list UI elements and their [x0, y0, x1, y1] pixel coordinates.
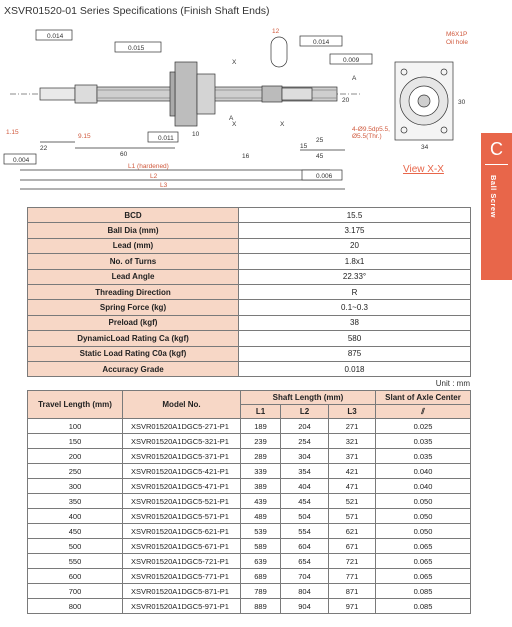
- engineering-drawing: [0, 22, 480, 197]
- cell-slant: 0.085: [376, 584, 471, 599]
- cell-l2: 254: [281, 434, 329, 449]
- cell-l1: 189: [241, 419, 281, 434]
- spec-row: [28, 238, 471, 253]
- header-shaft-length: Shaft Length (mm): [241, 391, 376, 405]
- cell-l3: 421: [329, 464, 376, 479]
- spec-label: Spring Force (kg): [28, 300, 239, 315]
- cell-l3: 321: [329, 434, 376, 449]
- cell-travel: 800: [28, 599, 123, 614]
- callout-7: 0.006: [316, 173, 333, 180]
- cell-model: XSVR01520A1DGC5-371-P1: [123, 449, 241, 464]
- header-slant-symbol: ⫽: [376, 405, 471, 419]
- dim-1-15: 1.15: [6, 129, 19, 136]
- spec-value: 0.018: [239, 361, 471, 376]
- spec-row: [28, 315, 471, 330]
- spec-value: 3.175: [239, 223, 471, 238]
- label-holes: 4-Ø9.5dp5.5,: [352, 126, 390, 133]
- table-row: [28, 479, 471, 494]
- cell-l3: 721: [329, 554, 376, 569]
- cell-l1: 389: [241, 479, 281, 494]
- callout-3: 0.011: [158, 135, 174, 142]
- cell-l2: 304: [281, 449, 329, 464]
- cell-l2: 904: [281, 599, 329, 614]
- callout-1: 0.014: [47, 33, 64, 40]
- callout-6: 0.009: [343, 57, 360, 64]
- cell-l1: 339: [241, 464, 281, 479]
- cell-l2: 504: [281, 509, 329, 524]
- side-tab-divider: [485, 164, 508, 165]
- cell-travel: 700: [28, 584, 123, 599]
- cell-l3: 271: [329, 419, 376, 434]
- spec-row: [28, 208, 471, 223]
- table-row: [28, 419, 471, 434]
- cell-model: XSVR01520A1DGC5-971-P1: [123, 599, 241, 614]
- category-side-tab[interactable]: [481, 133, 512, 280]
- cell-l2: 554: [281, 524, 329, 539]
- dim-10: 10: [192, 131, 200, 138]
- cell-l1: 689: [241, 569, 281, 584]
- cell-travel: 200: [28, 449, 123, 464]
- cell-travel: 150: [28, 434, 123, 449]
- cell-slant: 0.050: [376, 524, 471, 539]
- cell-travel: 350: [28, 494, 123, 509]
- cell-l1: 539: [241, 524, 281, 539]
- dim-45: 45: [316, 153, 324, 160]
- dim-22: 22: [40, 145, 48, 152]
- cell-l1: 889: [241, 599, 281, 614]
- label-holes2: Ø5.5(Thr.): [352, 133, 382, 140]
- model-table: [27, 390, 471, 614]
- cell-l1: 439: [241, 494, 281, 509]
- cell-slant: 0.065: [376, 539, 471, 554]
- cell-model: XSVR01520A1DGC5-471-P1: [123, 479, 241, 494]
- callout-5: 0.014: [313, 39, 330, 46]
- cell-model: XSVR01520A1DGC5-621-P1: [123, 524, 241, 539]
- callout-2: 0.015: [128, 45, 145, 52]
- dim-15: 15: [300, 143, 308, 150]
- cell-travel: 500: [28, 539, 123, 554]
- dim-20: 20: [342, 97, 350, 104]
- callout-4: 0.004: [13, 157, 30, 164]
- cell-l3: 521: [329, 494, 376, 509]
- spec-value: 0.1~0.3: [239, 300, 471, 315]
- spec-value: 20: [239, 238, 471, 253]
- cell-slant: 0.035: [376, 434, 471, 449]
- header-model-no: Model No.: [123, 391, 241, 419]
- cell-slant: 0.025: [376, 419, 471, 434]
- dim-l3: L3: [160, 182, 168, 189]
- spec-label: Static Load Rating C0a (kgf): [28, 346, 239, 361]
- cell-slant: 0.035: [376, 449, 471, 464]
- table-row: [28, 524, 471, 539]
- cell-l2: 204: [281, 419, 329, 434]
- cell-l2: 454: [281, 494, 329, 509]
- spec-row: [28, 346, 471, 361]
- spec-label: Lead (mm): [28, 238, 239, 253]
- datum-a: A: [229, 115, 234, 122]
- cell-model: XSVR01520A1DGC5-671-P1: [123, 539, 241, 554]
- cell-l1: 289: [241, 449, 281, 464]
- spec-value: 580: [239, 331, 471, 346]
- cell-model: XSVR01520A1DGC5-521-P1: [123, 494, 241, 509]
- dim-60: 60: [120, 151, 128, 158]
- cell-l3: 471: [329, 479, 376, 494]
- cell-l1: 789: [241, 584, 281, 599]
- cell-l3: 571: [329, 509, 376, 524]
- cell-l3: 871: [329, 584, 376, 599]
- dim-25: 25: [316, 137, 324, 144]
- header-slant: Slant of Axle Center: [376, 391, 471, 405]
- cell-travel: 100: [28, 419, 123, 434]
- dim-l2: L2: [150, 173, 158, 180]
- cell-l3: 971: [329, 599, 376, 614]
- spec-row: [28, 361, 471, 376]
- table-row: [28, 584, 471, 599]
- spec-row: [28, 269, 471, 284]
- spec-row: [28, 254, 471, 269]
- cell-slant: 0.040: [376, 479, 471, 494]
- cell-travel: 600: [28, 569, 123, 584]
- spec-value: 15.5: [239, 208, 471, 223]
- cell-l2: 604: [281, 539, 329, 554]
- cell-l2: 404: [281, 479, 329, 494]
- cell-slant: 0.085: [376, 599, 471, 614]
- cell-model: XSVR01520A1DGC5-771-P1: [123, 569, 241, 584]
- spec-label: DynamicLoad Rating Ca (kgf): [28, 331, 239, 346]
- side-tab-letter: C: [490, 139, 503, 159]
- spec-value: 38: [239, 315, 471, 330]
- view-label: View X-X: [403, 164, 444, 175]
- spec-label: Ball Dia (mm): [28, 223, 239, 238]
- table-row: [28, 494, 471, 509]
- section-x-right: X: [280, 121, 285, 128]
- dim-34: 34: [421, 144, 429, 151]
- header-l3: L3: [329, 405, 376, 419]
- cell-l1: 589: [241, 539, 281, 554]
- table-row: [28, 599, 471, 614]
- dim-l1: L1 (hardened): [128, 163, 169, 170]
- spec-row: [28, 300, 471, 315]
- cell-travel: 450: [28, 524, 123, 539]
- spec-label: BCD: [28, 208, 239, 223]
- spec-row: [28, 223, 471, 238]
- cell-model: XSVR01520A1DGC5-321-P1: [123, 434, 241, 449]
- cell-travel: 250: [28, 464, 123, 479]
- spec-label: Preload (kgf): [28, 315, 239, 330]
- section-x-bottom: X: [232, 121, 237, 128]
- spec-row: [28, 331, 471, 346]
- cell-l2: 704: [281, 569, 329, 584]
- cell-l2: 354: [281, 464, 329, 479]
- spec-row: [28, 284, 471, 299]
- cell-model: XSVR01520A1DGC5-421-P1: [123, 464, 241, 479]
- label-m6: M6X1P: [446, 31, 468, 38]
- cell-l3: 621: [329, 524, 376, 539]
- header-l1: L1: [241, 405, 281, 419]
- dim-12: 12: [272, 28, 280, 35]
- header-travel-length: Travel Length (mm): [28, 391, 123, 419]
- cell-slant: 0.050: [376, 494, 471, 509]
- cell-slant: 0.065: [376, 554, 471, 569]
- cell-slant: 0.040: [376, 464, 471, 479]
- table-row: [28, 464, 471, 479]
- cell-travel: 400: [28, 509, 123, 524]
- cell-model: XSVR01520A1DGC5-271-P1: [123, 419, 241, 434]
- table-row: [28, 434, 471, 449]
- table-row: [28, 554, 471, 569]
- cell-model: XSVR01520A1DGC5-721-P1: [123, 554, 241, 569]
- label-oil: Oil hole: [446, 39, 469, 46]
- cell-l1: 239: [241, 434, 281, 449]
- cell-slant: 0.065: [376, 569, 471, 584]
- cell-model: XSVR01520A1DGC5-571-P1: [123, 509, 241, 524]
- spec-value: R: [239, 284, 471, 299]
- datum-a-2: A: [352, 75, 357, 82]
- cell-slant: 0.050: [376, 509, 471, 524]
- table-row: [28, 449, 471, 464]
- spec-label: No. of Turns: [28, 254, 239, 269]
- cell-model: XSVR01520A1DGC5-871-P1: [123, 584, 241, 599]
- cell-l3: 371: [329, 449, 376, 464]
- dim-16: 16: [242, 153, 250, 160]
- spec-value: 22.33°: [239, 269, 471, 284]
- side-tab-text: Ball Screw: [489, 175, 498, 218]
- spec-label: Accuracy Grade: [28, 361, 239, 376]
- table-row: [28, 539, 471, 554]
- dim-30: 30: [458, 99, 466, 106]
- dim-9-15: 9.15: [78, 133, 91, 140]
- header-l2: L2: [281, 405, 329, 419]
- spec-value: 1.8x1: [239, 254, 471, 269]
- cell-l2: 654: [281, 554, 329, 569]
- spec-label: Threading Direction: [28, 284, 239, 299]
- cell-l1: 489: [241, 509, 281, 524]
- page-title: XSVR01520-01 Series Specifications (Finish Shaft Ends): [4, 5, 270, 17]
- cell-l1: 639: [241, 554, 281, 569]
- specification-table: [27, 207, 471, 377]
- spec-value: 875: [239, 346, 471, 361]
- spec-label: Lead Angle: [28, 269, 239, 284]
- table-row: [28, 569, 471, 584]
- unit-label: Unit : mm: [435, 379, 470, 388]
- cell-travel: 550: [28, 554, 123, 569]
- cell-l3: 671: [329, 539, 376, 554]
- table-row: [28, 509, 471, 524]
- cell-travel: 300: [28, 479, 123, 494]
- cell-l3: 771: [329, 569, 376, 584]
- section-x-top: X: [232, 59, 237, 66]
- cell-l2: 804: [281, 584, 329, 599]
